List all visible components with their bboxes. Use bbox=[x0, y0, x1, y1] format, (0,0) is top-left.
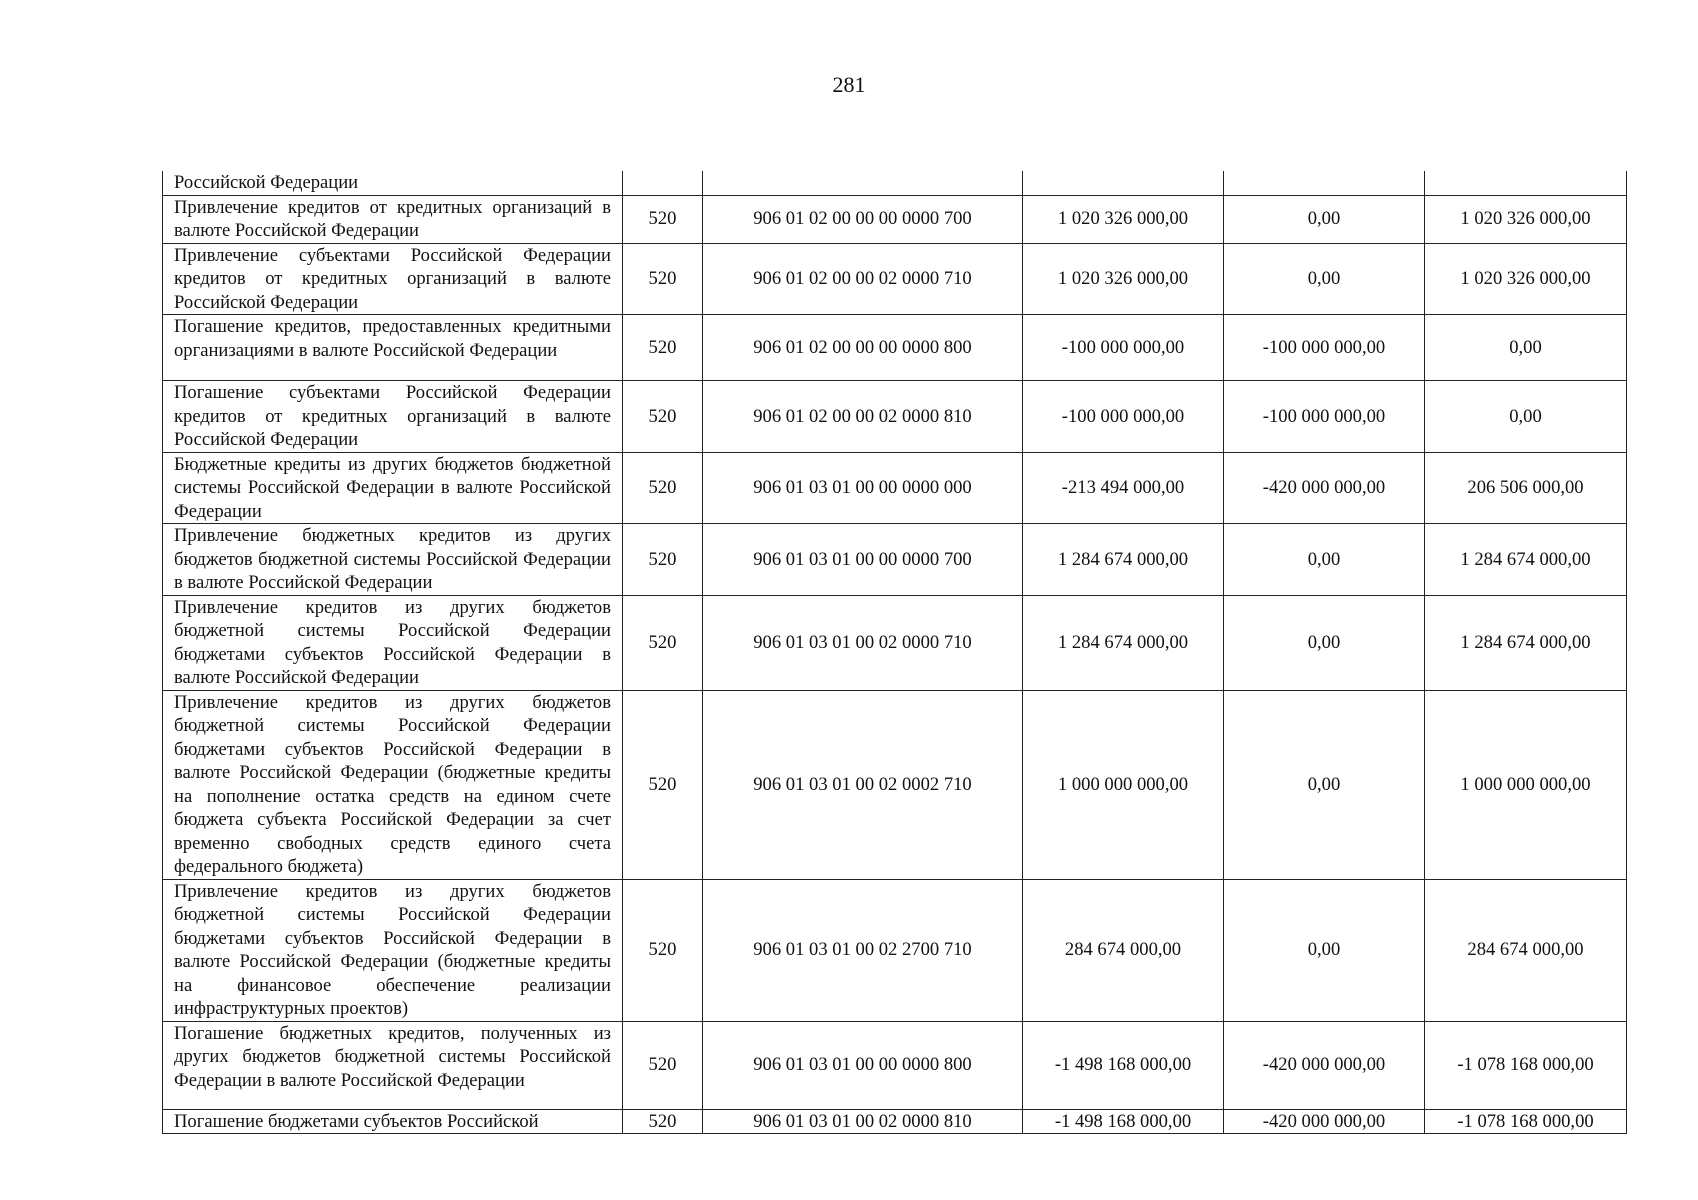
row-amount-year2: 0,00 bbox=[1224, 879, 1425, 1021]
table-body bbox=[163, 171, 1627, 1134]
row-amount-year2: 0,00 bbox=[1224, 595, 1425, 690]
row-budget-code: 906 01 03 01 00 02 0000 710 bbox=[703, 595, 1023, 690]
table-row bbox=[163, 690, 1627, 879]
row-amount-year3: 1 284 674 000,00 bbox=[1425, 595, 1627, 690]
row-budget-code: 906 01 02 00 00 02 0000 810 bbox=[703, 381, 1023, 453]
row-name: Привлечение кредитов от кредитных организаций в валюте Российской Федерации bbox=[163, 195, 623, 243]
row-name: Погашение кредитов, предоставленных кредитными организациями в валюте Российской Федерации bbox=[163, 315, 623, 381]
row-budget-code-empty bbox=[703, 171, 1023, 195]
row-amount-year2: -420 000 000,00 bbox=[1224, 1109, 1425, 1134]
row-line-code: 520 bbox=[623, 381, 703, 453]
row-amount-year2: -420 000 000,00 bbox=[1224, 452, 1425, 524]
row-budget-code: 906 01 03 01 00 00 0000 700 bbox=[703, 524, 1023, 596]
row-line-code: 520 bbox=[623, 524, 703, 596]
row-budget-code: 906 01 03 01 00 00 0000 800 bbox=[703, 1021, 1023, 1109]
table-row bbox=[163, 243, 1627, 315]
row-amount-year1: 1 020 326 000,00 bbox=[1023, 195, 1224, 243]
row-amount-year3-empty bbox=[1425, 171, 1627, 195]
row-amount-year2: -100 000 000,00 bbox=[1224, 315, 1425, 381]
row-amount-year2: 0,00 bbox=[1224, 195, 1425, 243]
row-line-code: 520 bbox=[623, 595, 703, 690]
row-line-code: 520 bbox=[623, 1109, 703, 1134]
row-line-code: 520 bbox=[623, 1021, 703, 1109]
row-budget-code: 906 01 03 01 00 00 0000 000 bbox=[703, 452, 1023, 524]
row-amount-year1: -1 498 168 000,00 bbox=[1023, 1021, 1224, 1109]
row-name: Привлечение субъектами Российской Федерации кредитов от кредитных организаций в валюте Российской Федерации bbox=[163, 243, 623, 315]
table-row-continuation bbox=[163, 171, 1627, 195]
row-amount-year3: -1 078 168 000,00 bbox=[1425, 1021, 1627, 1109]
row-budget-code: 906 01 03 01 00 02 0002 710 bbox=[703, 690, 1023, 879]
row-name-continuation: Российской Федерации bbox=[163, 171, 623, 195]
row-name: Погашение субъектами Российской Федерации кредитов от кредитных организаций в валюте Российской Федерации bbox=[163, 381, 623, 453]
row-name: Привлечение бюджетных кредитов из других бюджетов бюджетной системы Российской Федерации в валюте Российской Федерации bbox=[163, 524, 623, 596]
table-row bbox=[163, 1021, 1627, 1109]
row-line-code-empty bbox=[623, 171, 703, 195]
row-amount-year1: 1 284 674 000,00 bbox=[1023, 524, 1224, 596]
table-row bbox=[163, 1109, 1627, 1134]
row-budget-code: 906 01 02 00 00 00 0000 800 bbox=[703, 315, 1023, 381]
row-name: Привлечение кредитов из других бюджетов бюджетной системы Российской Федерации бюджетами субъектов Российской Федерации в валюте Российской Федерации (бюджетные кредиты на пополнение остатка средств на едином счете бюджета субъекта Российской Федерации за счет временно свободных средств единого счета федерального бюджета) bbox=[163, 690, 623, 879]
page-number: 281 bbox=[832, 72, 866, 97]
row-line-code: 520 bbox=[623, 243, 703, 315]
row-amount-year1: -100 000 000,00 bbox=[1023, 315, 1224, 381]
row-amount-year3: 1 284 674 000,00 bbox=[1425, 524, 1627, 596]
row-amount-year1: 284 674 000,00 bbox=[1023, 879, 1224, 1021]
row-name: Погашение бюджетами субъектов Российской bbox=[163, 1109, 623, 1134]
row-line-code: 520 bbox=[623, 195, 703, 243]
row-amount-year2: 0,00 bbox=[1224, 243, 1425, 315]
row-amount-year3: 0,00 bbox=[1425, 315, 1627, 381]
row-amount-year3: 1 000 000 000,00 bbox=[1425, 690, 1627, 879]
budget-sources-table bbox=[162, 171, 1627, 1134]
table-row bbox=[163, 381, 1627, 453]
row-name: Погашение бюджетных кредитов, полученных из других бюджетов бюджетной системы Российской Федерации в валюте Российской Федерации bbox=[163, 1021, 623, 1109]
table-row bbox=[163, 315, 1627, 381]
row-budget-code: 906 01 03 01 00 02 2700 710 bbox=[703, 879, 1023, 1021]
row-name: Привлечение кредитов из других бюджетов бюджетной системы Российской Федерации бюджетами субъектов Российской Федерации в валюте Российской Федерации (бюджетные кредиты на финансовое обеспечение реализации инфраструктурных проектов) bbox=[163, 879, 623, 1021]
row-line-code: 520 bbox=[623, 452, 703, 524]
row-budget-code: 906 01 03 01 00 02 0000 810 bbox=[703, 1109, 1023, 1134]
row-amount-year2: 0,00 bbox=[1224, 524, 1425, 596]
row-amount-year1: 1 020 326 000,00 bbox=[1023, 243, 1224, 315]
row-amount-year2-empty bbox=[1224, 171, 1425, 195]
row-amount-year3: 206 506 000,00 bbox=[1425, 452, 1627, 524]
row-line-code: 520 bbox=[623, 879, 703, 1021]
row-line-code: 520 bbox=[623, 690, 703, 879]
row-amount-year3: 1 020 326 000,00 bbox=[1425, 195, 1627, 243]
row-amount-year1-empty bbox=[1023, 171, 1224, 195]
row-amount-year3: -1 078 168 000,00 bbox=[1425, 1109, 1627, 1134]
row-amount-year1: 1 284 674 000,00 bbox=[1023, 595, 1224, 690]
row-amount-year2: -100 000 000,00 bbox=[1224, 381, 1425, 453]
table-row bbox=[163, 452, 1627, 524]
row-amount-year1: -1 498 168 000,00 bbox=[1023, 1109, 1224, 1134]
row-amount-year1: 1 000 000 000,00 bbox=[1023, 690, 1224, 879]
row-line-code: 520 bbox=[623, 315, 703, 381]
row-amount-year2: -420 000 000,00 bbox=[1224, 1021, 1425, 1109]
row-budget-code: 906 01 02 00 00 02 0000 710 bbox=[703, 243, 1023, 315]
table-row bbox=[163, 595, 1627, 690]
row-amount-year3: 284 674 000,00 bbox=[1425, 879, 1627, 1021]
row-amount-year2: 0,00 bbox=[1224, 690, 1425, 879]
row-budget-code: 906 01 02 00 00 00 0000 700 bbox=[703, 195, 1023, 243]
row-amount-year3: 0,00 bbox=[1425, 381, 1627, 453]
table-row bbox=[163, 524, 1627, 596]
row-amount-year1: -213 494 000,00 bbox=[1023, 452, 1224, 524]
table-row bbox=[163, 879, 1627, 1021]
row-amount-year3: 1 020 326 000,00 bbox=[1425, 243, 1627, 315]
row-name: Привлечение кредитов из других бюджетов бюджетной системы Российской Федерации бюджетами субъектов Российской Федерации в валюте Российской Федерации bbox=[163, 595, 623, 690]
row-name: Бюджетные кредиты из других бюджетов бюджетной системы Российской Федерации в валюте Российской Федерации bbox=[163, 452, 623, 524]
row-amount-year1: -100 000 000,00 bbox=[1023, 381, 1224, 453]
table-row bbox=[163, 195, 1627, 243]
